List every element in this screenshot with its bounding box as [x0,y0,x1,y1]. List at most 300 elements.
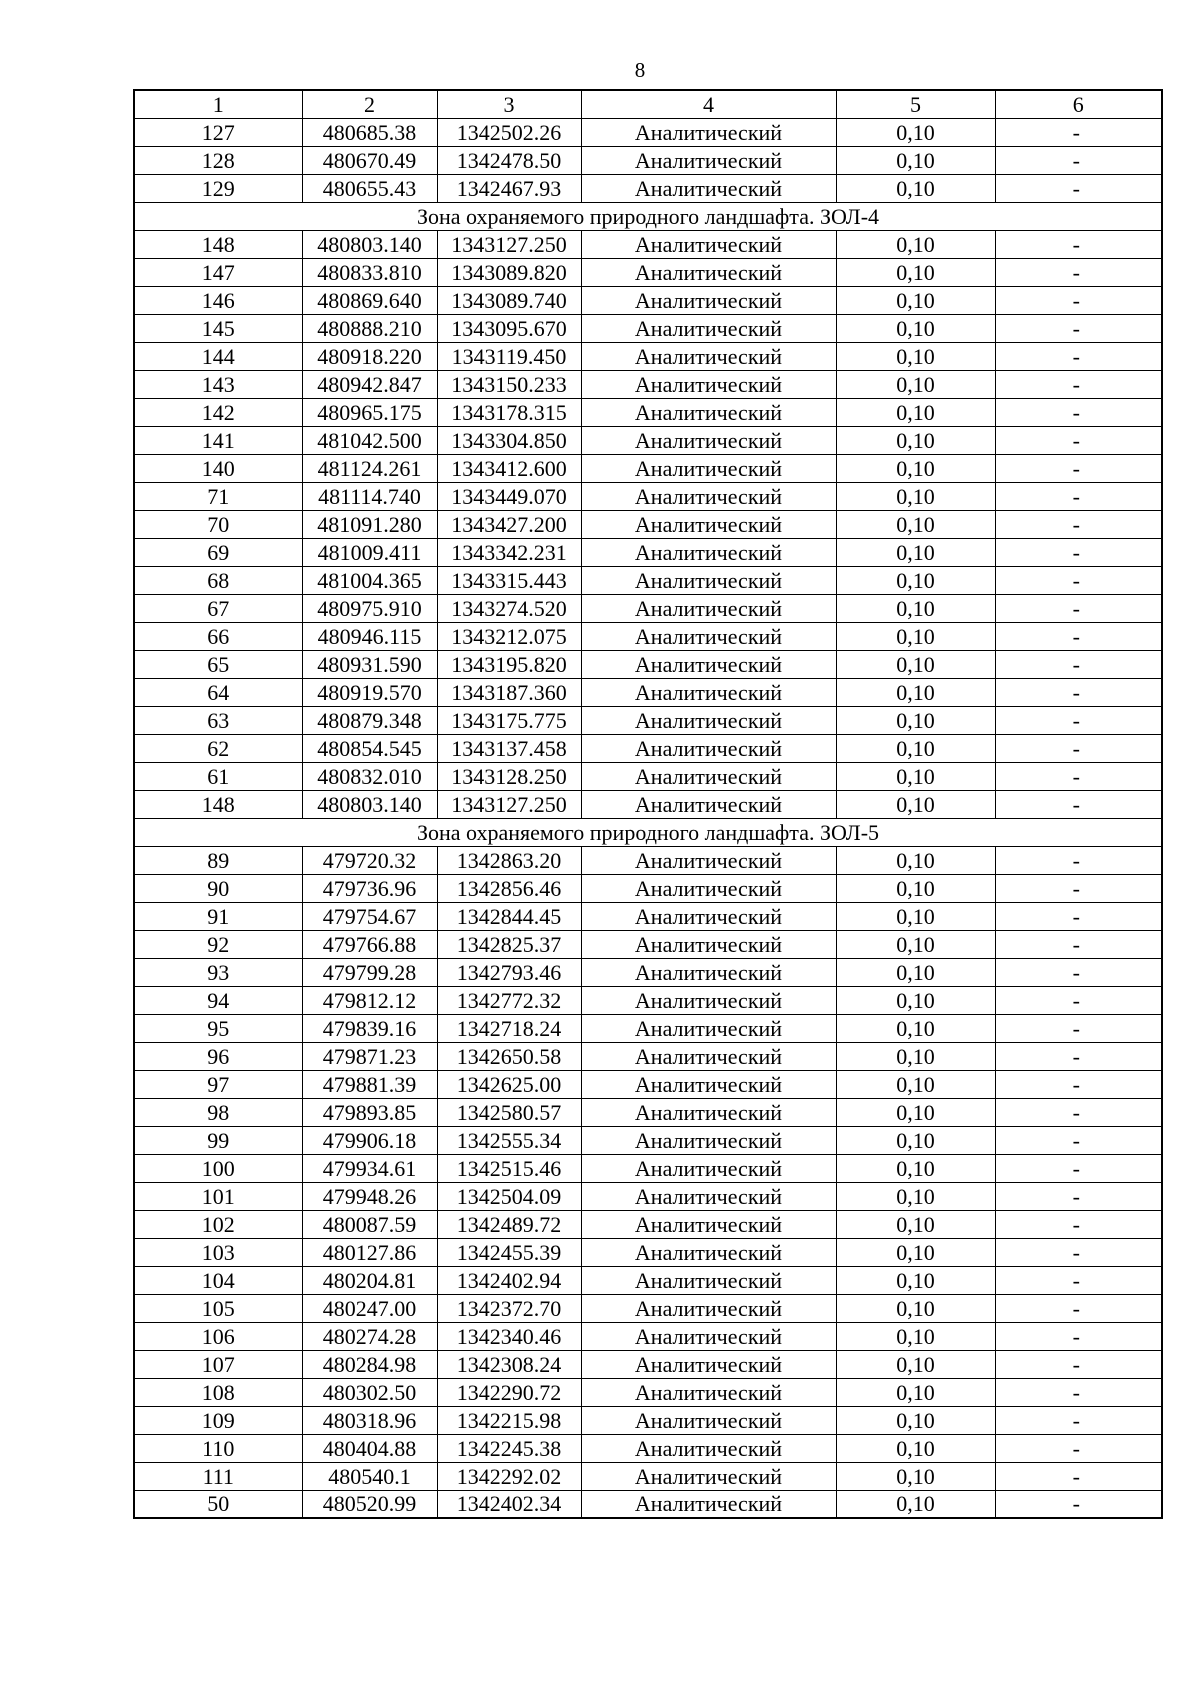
method-cell: Аналитический [581,1378,836,1406]
method-cell: Аналитический [581,1406,836,1434]
point-number-cell: 62 [134,734,302,762]
y-coordinate-cell: 1342793.46 [437,958,581,986]
note-cell: - [995,1294,1162,1322]
note-cell: - [995,874,1162,902]
method-cell: Аналитический [581,1434,836,1462]
y-coordinate-cell: 1343187.360 [437,678,581,706]
x-coordinate-cell: 480931.590 [302,650,437,678]
column-header: 2 [302,90,437,118]
method-cell: Аналитический [581,650,836,678]
accuracy-cell: 0,10 [836,846,995,874]
point-number-cell: 142 [134,398,302,426]
table-row [134,1210,1162,1238]
note-cell: - [995,566,1162,594]
table-row [134,706,1162,734]
accuracy-cell: 0,10 [836,1406,995,1434]
x-coordinate-cell: 480946.115 [302,622,437,650]
accuracy-cell: 0,10 [836,958,995,986]
y-coordinate-cell: 1342467.93 [437,174,581,202]
note-cell: - [995,1210,1162,1238]
x-coordinate-cell: 480854.545 [302,734,437,762]
y-coordinate-cell: 1342502.26 [437,118,581,146]
table-row [134,622,1162,650]
method-cell: Аналитический [581,1322,836,1350]
method-cell: Аналитический [581,566,836,594]
method-cell: Аналитический [581,1098,836,1126]
point-number-cell: 71 [134,482,302,510]
method-cell: Аналитический [581,1210,836,1238]
accuracy-cell: 0,10 [836,1462,995,1490]
column-header: 4 [581,90,836,118]
note-cell: - [995,846,1162,874]
table-row [134,258,1162,286]
column-header-row [134,90,1162,118]
y-coordinate-cell: 1343304.850 [437,426,581,454]
y-coordinate-cell: 1342290.72 [437,1378,581,1406]
table-row [134,398,1162,426]
point-number-cell: 148 [134,230,302,258]
table-row [134,986,1162,1014]
y-coordinate-cell: 1342478.50 [437,146,581,174]
x-coordinate-cell: 481124.261 [302,454,437,482]
x-coordinate-cell: 480404.88 [302,1434,437,1462]
table-row [134,650,1162,678]
table-row [134,1294,1162,1322]
point-number-cell: 100 [134,1154,302,1182]
note-cell: - [995,1322,1162,1350]
section-header-row [134,818,1162,846]
column-header: 3 [437,90,581,118]
accuracy-cell: 0,10 [836,482,995,510]
x-coordinate-cell: 479948.26 [302,1182,437,1210]
note-cell: - [995,650,1162,678]
x-coordinate-cell: 479881.39 [302,1070,437,1098]
x-coordinate-cell: 479736.96 [302,874,437,902]
table-row [134,118,1162,146]
accuracy-cell: 0,10 [836,1210,995,1238]
note-cell: - [995,1490,1162,1518]
note-cell: - [995,622,1162,650]
method-cell: Аналитический [581,1070,836,1098]
accuracy-cell: 0,10 [836,762,995,790]
method-cell: Аналитический [581,902,836,930]
point-number-cell: 93 [134,958,302,986]
x-coordinate-cell: 479766.88 [302,930,437,958]
note-cell: - [995,1462,1162,1490]
point-number-cell: 108 [134,1378,302,1406]
x-coordinate-cell: 480919.570 [302,678,437,706]
note-cell: - [995,1350,1162,1378]
x-coordinate-cell: 480274.28 [302,1322,437,1350]
table-row [134,1014,1162,1042]
table-row [134,1070,1162,1098]
table-row [134,1182,1162,1210]
point-number-cell: 107 [134,1350,302,1378]
accuracy-cell: 0,10 [836,1266,995,1294]
note-cell: - [995,930,1162,958]
table-row [134,1406,1162,1434]
method-cell: Аналитический [581,958,836,986]
x-coordinate-cell: 480284.98 [302,1350,437,1378]
y-coordinate-cell: 1342863.20 [437,846,581,874]
method-cell: Аналитический [581,1014,836,1042]
method-cell: Аналитический [581,258,836,286]
note-cell: - [995,370,1162,398]
point-number-cell: 61 [134,762,302,790]
note-cell: - [995,678,1162,706]
note-cell: - [995,1182,1162,1210]
method-cell: Аналитический [581,1266,836,1294]
x-coordinate-cell: 480247.00 [302,1294,437,1322]
x-coordinate-cell: 479754.67 [302,902,437,930]
y-coordinate-cell: 1343128.250 [437,762,581,790]
table-row [134,146,1162,174]
note-cell: - [995,958,1162,986]
note-cell: - [995,594,1162,622]
accuracy-cell: 0,10 [836,790,995,818]
section-title: Зона охраняемого природного ландшафта. ЗОЛ-5 [134,818,1162,846]
point-number-cell: 50 [134,1490,302,1518]
point-number-cell: 140 [134,454,302,482]
x-coordinate-cell: 480918.220 [302,342,437,370]
x-coordinate-cell: 480965.175 [302,398,437,426]
y-coordinate-cell: 1342772.32 [437,986,581,1014]
table-row [134,874,1162,902]
y-coordinate-cell: 1342402.94 [437,1266,581,1294]
point-number-cell: 66 [134,622,302,650]
table-row [134,370,1162,398]
y-coordinate-cell: 1343212.075 [437,622,581,650]
point-number-cell: 143 [134,370,302,398]
table-row [134,510,1162,538]
x-coordinate-cell: 480833.810 [302,258,437,286]
x-coordinate-cell: 479934.61 [302,1154,437,1182]
section-header-row [134,202,1162,230]
accuracy-cell: 0,10 [836,1434,995,1462]
method-cell: Аналитический [581,118,836,146]
y-coordinate-cell: 1342402.34 [437,1490,581,1518]
y-coordinate-cell: 1343195.820 [437,650,581,678]
method-cell: Аналитический [581,1042,836,1070]
table-row [134,790,1162,818]
note-cell: - [995,1266,1162,1294]
accuracy-cell: 0,10 [836,874,995,902]
point-number-cell: 111 [134,1462,302,1490]
table-row [134,230,1162,258]
section-title: Зона охраняемого природного ландшафта. ЗОЛ-4 [134,202,1162,230]
accuracy-cell: 0,10 [836,1154,995,1182]
point-number-cell: 64 [134,678,302,706]
x-coordinate-cell: 481114.740 [302,482,437,510]
note-cell: - [995,1406,1162,1434]
y-coordinate-cell: 1342856.46 [437,874,581,902]
method-cell: Аналитический [581,1350,836,1378]
y-coordinate-cell: 1343412.600 [437,454,581,482]
method-cell: Аналитический [581,678,836,706]
accuracy-cell: 0,10 [836,370,995,398]
method-cell: Аналитический [581,1126,836,1154]
accuracy-cell: 0,10 [836,1350,995,1378]
method-cell: Аналитический [581,1154,836,1182]
note-cell: - [995,538,1162,566]
table-row [134,1322,1162,1350]
table-row [134,1154,1162,1182]
accuracy-cell: 0,10 [836,398,995,426]
accuracy-cell: 0,10 [836,258,995,286]
accuracy-cell: 0,10 [836,230,995,258]
note-cell: - [995,734,1162,762]
note-cell: - [995,1098,1162,1126]
method-cell: Аналитический [581,398,836,426]
point-number-cell: 70 [134,510,302,538]
point-number-cell: 105 [134,1294,302,1322]
table-row [134,958,1162,986]
note-cell: - [995,286,1162,314]
accuracy-cell: 0,10 [836,930,995,958]
accuracy-cell: 0,10 [836,538,995,566]
note-cell: - [995,146,1162,174]
method-cell: Аналитический [581,342,836,370]
note-cell: - [995,454,1162,482]
y-coordinate-cell: 1343095.670 [437,314,581,342]
point-number-cell: 89 [134,846,302,874]
method-cell: Аналитический [581,174,836,202]
y-coordinate-cell: 1343427.200 [437,510,581,538]
method-cell: Аналитический [581,482,836,510]
note-cell: - [995,510,1162,538]
x-coordinate-cell: 480888.210 [302,314,437,342]
accuracy-cell: 0,10 [836,146,995,174]
x-coordinate-cell: 480318.96 [302,1406,437,1434]
x-coordinate-cell: 480685.38 [302,118,437,146]
y-coordinate-cell: 1342580.57 [437,1098,581,1126]
x-coordinate-cell: 480670.49 [302,146,437,174]
point-number-cell: 101 [134,1182,302,1210]
accuracy-cell: 0,10 [836,734,995,762]
note-cell: - [995,1070,1162,1098]
note-cell: - [995,902,1162,930]
method-cell: Аналитический [581,762,836,790]
y-coordinate-cell: 1343119.450 [437,342,581,370]
y-coordinate-cell: 1342825.37 [437,930,581,958]
method-cell: Аналитический [581,286,836,314]
y-coordinate-cell: 1342308.24 [437,1350,581,1378]
point-number-cell: 97 [134,1070,302,1098]
coordinates-table [133,89,1163,1519]
accuracy-cell: 0,10 [836,706,995,734]
y-coordinate-cell: 1343178.315 [437,398,581,426]
y-coordinate-cell: 1342844.45 [437,902,581,930]
accuracy-cell: 0,10 [836,1070,995,1098]
method-cell: Аналитический [581,510,836,538]
point-number-cell: 146 [134,286,302,314]
method-cell: Аналитический [581,314,836,342]
y-coordinate-cell: 1342489.72 [437,1210,581,1238]
y-coordinate-cell: 1343449.070 [437,482,581,510]
accuracy-cell: 0,10 [836,678,995,706]
y-coordinate-cell: 1342555.34 [437,1126,581,1154]
accuracy-cell: 0,10 [836,1238,995,1266]
note-cell: - [995,118,1162,146]
x-coordinate-cell: 479906.18 [302,1126,437,1154]
point-number-cell: 94 [134,986,302,1014]
x-coordinate-cell: 480803.140 [302,790,437,818]
table-body [134,90,1162,1518]
table-row [134,1098,1162,1126]
x-coordinate-cell: 480975.910 [302,594,437,622]
point-number-cell: 69 [134,538,302,566]
note-cell: - [995,1126,1162,1154]
point-number-cell: 95 [134,1014,302,1042]
accuracy-cell: 0,10 [836,594,995,622]
table-row [134,538,1162,566]
y-coordinate-cell: 1342372.70 [437,1294,581,1322]
x-coordinate-cell: 480832.010 [302,762,437,790]
accuracy-cell: 0,10 [836,342,995,370]
point-number-cell: 127 [134,118,302,146]
accuracy-cell: 0,10 [836,426,995,454]
accuracy-cell: 0,10 [836,1014,995,1042]
y-coordinate-cell: 1343342.231 [437,538,581,566]
method-cell: Аналитический [581,454,836,482]
point-number-cell: 91 [134,902,302,930]
point-number-cell: 99 [134,1126,302,1154]
point-number-cell: 103 [134,1238,302,1266]
column-header: 5 [836,90,995,118]
table-row [134,314,1162,342]
x-coordinate-cell: 480869.640 [302,286,437,314]
note-cell: - [995,398,1162,426]
table-row [134,1266,1162,1294]
point-number-cell: 68 [134,566,302,594]
table-row [134,286,1162,314]
point-number-cell: 104 [134,1266,302,1294]
table-row [134,1378,1162,1406]
accuracy-cell: 0,10 [836,986,995,1014]
x-coordinate-cell: 480087.59 [302,1210,437,1238]
accuracy-cell: 0,10 [836,1322,995,1350]
note-cell: - [995,1238,1162,1266]
accuracy-cell: 0,10 [836,622,995,650]
note-cell: - [995,762,1162,790]
page-number: 8 [634,58,646,82]
x-coordinate-cell: 480803.140 [302,230,437,258]
point-number-cell: 92 [134,930,302,958]
x-coordinate-cell: 481009.411 [302,538,437,566]
x-coordinate-cell: 481042.500 [302,426,437,454]
accuracy-cell: 0,10 [836,650,995,678]
note-cell: - [995,230,1162,258]
x-coordinate-cell: 479893.85 [302,1098,437,1126]
method-cell: Аналитический [581,622,836,650]
y-coordinate-cell: 1342215.98 [437,1406,581,1434]
x-coordinate-cell: 479720.32 [302,846,437,874]
method-cell: Аналитический [581,930,836,958]
method-cell: Аналитический [581,594,836,622]
point-number-cell: 63 [134,706,302,734]
y-coordinate-cell: 1342340.46 [437,1322,581,1350]
point-number-cell: 106 [134,1322,302,1350]
table-row [134,594,1162,622]
table-row [134,678,1162,706]
point-number-cell: 145 [134,314,302,342]
method-cell: Аналитический [581,538,836,566]
column-header: 6 [995,90,1162,118]
accuracy-cell: 0,10 [836,1378,995,1406]
table-row [134,846,1162,874]
table-row [134,1126,1162,1154]
note-cell: - [995,1434,1162,1462]
x-coordinate-cell: 479839.16 [302,1014,437,1042]
y-coordinate-cell: 1343089.740 [437,286,581,314]
y-coordinate-cell: 1342504.09 [437,1182,581,1210]
note-cell: - [995,1378,1162,1406]
point-number-cell: 147 [134,258,302,286]
x-coordinate-cell: 481091.280 [302,510,437,538]
table-row [134,482,1162,510]
accuracy-cell: 0,10 [836,1294,995,1322]
accuracy-cell: 0,10 [836,1490,995,1518]
accuracy-cell: 0,10 [836,1098,995,1126]
table-row [134,762,1162,790]
method-cell: Аналитический [581,146,836,174]
note-cell: - [995,258,1162,286]
accuracy-cell: 0,10 [836,1182,995,1210]
y-coordinate-cell: 1342455.39 [437,1238,581,1266]
table-row [134,342,1162,370]
accuracy-cell: 0,10 [836,1126,995,1154]
table-row [134,1238,1162,1266]
y-coordinate-cell: 1342515.46 [437,1154,581,1182]
x-coordinate-cell: 479799.28 [302,958,437,986]
y-coordinate-cell: 1343127.250 [437,230,581,258]
y-coordinate-cell: 1342245.38 [437,1434,581,1462]
table-row [134,426,1162,454]
y-coordinate-cell: 1343274.520 [437,594,581,622]
method-cell: Аналитический [581,706,836,734]
accuracy-cell: 0,10 [836,454,995,482]
method-cell: Аналитический [581,1490,836,1518]
column-header: 1 [134,90,302,118]
point-number-cell: 129 [134,174,302,202]
point-number-cell: 128 [134,146,302,174]
table-row [134,1350,1162,1378]
table-row [134,930,1162,958]
accuracy-cell: 0,10 [836,286,995,314]
table-row [134,1434,1162,1462]
y-coordinate-cell: 1342625.00 [437,1070,581,1098]
x-coordinate-cell: 479812.12 [302,986,437,1014]
y-coordinate-cell: 1343175.775 [437,706,581,734]
note-cell: - [995,986,1162,1014]
method-cell: Аналитический [581,1294,836,1322]
note-cell: - [995,174,1162,202]
note-cell: - [995,314,1162,342]
x-coordinate-cell: 480302.50 [302,1378,437,1406]
method-cell: Аналитический [581,426,836,454]
table-row [134,1490,1162,1518]
method-cell: Аналитический [581,1238,836,1266]
y-coordinate-cell: 1343315.443 [437,566,581,594]
x-coordinate-cell: 481004.365 [302,566,437,594]
table-row [134,902,1162,930]
y-coordinate-cell: 1342292.02 [437,1462,581,1490]
note-cell: - [995,790,1162,818]
y-coordinate-cell: 1342650.58 [437,1042,581,1070]
point-number-cell: 141 [134,426,302,454]
note-cell: - [995,706,1162,734]
method-cell: Аналитический [581,230,836,258]
